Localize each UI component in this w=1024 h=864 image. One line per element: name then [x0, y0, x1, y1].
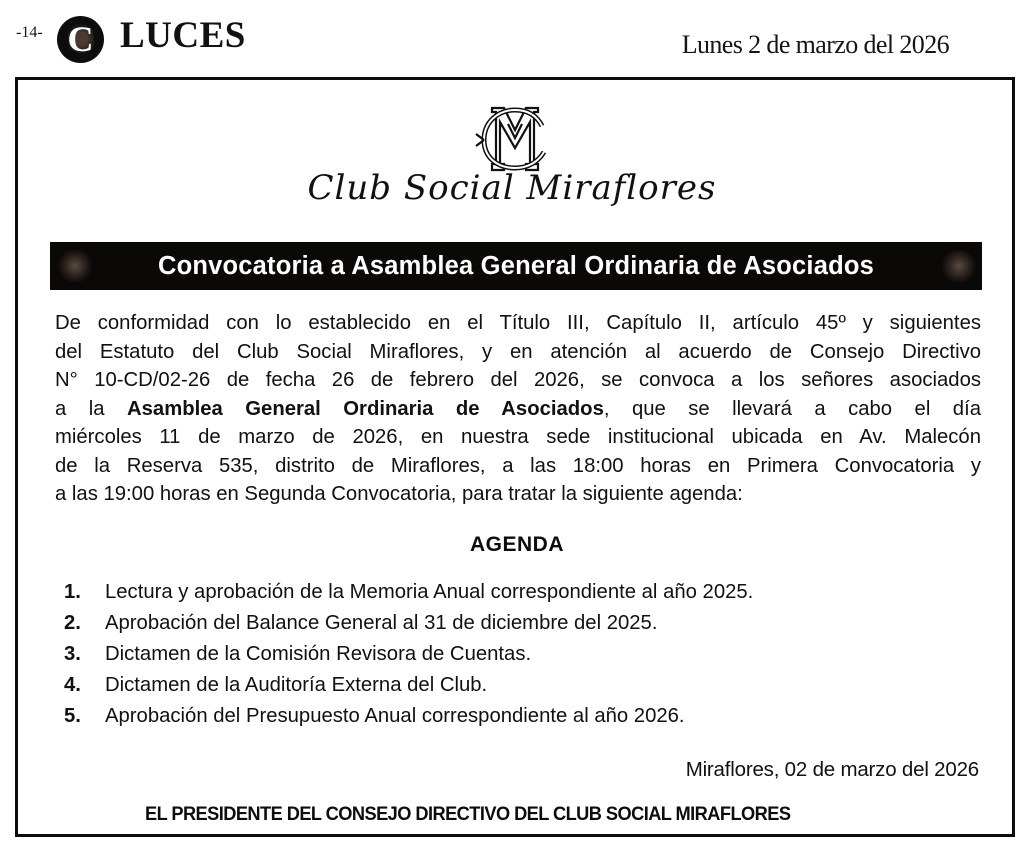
newspaper-logo-icon	[57, 16, 104, 63]
body-text-segment: a la	[55, 397, 127, 420]
page-number: -14-	[16, 24, 43, 41]
agenda-item-text: Aprobación del Balance General al 31 de diciembre del 2025.	[105, 612, 658, 634]
agenda-item	[64, 670, 753, 701]
notice-body	[55, 309, 981, 509]
notice-title-bar	[50, 242, 982, 290]
signer-title: EL PRESIDENTE DEL CONSEJO DIRECTIVO DEL CLUB SOCIAL MIRAFLORES	[145, 803, 791, 825]
agenda-item-number: 5.	[64, 705, 81, 727]
agenda-item-text: Aprobación del Presupuesto Anual correspondiente al año 2026.	[105, 705, 685, 727]
body-line: a las 19:00 horas en Segunda Convocatoria, para tratar la siguiente agenda:	[55, 483, 743, 505]
agenda-item	[64, 639, 753, 670]
body-line: del Estatuto del Club Social Miraflores, y en atención al acuerdo de Consejo Directivo	[55, 340, 981, 363]
body-line	[55, 395, 981, 424]
notice-title: Convocatoria a Asamblea General Ordinaria de Asociados	[157, 251, 875, 280]
agenda-heading: AGENDA	[469, 533, 564, 556]
newspaper-masthead	[0, 0, 1024, 72]
agenda-item-text: Dictamen de la Comisión Revisora de Cuentas.	[105, 643, 532, 665]
newspaper-logo-letter: C	[67, 18, 94, 59]
agenda-item-number: 4.	[64, 674, 81, 696]
agenda-list	[64, 577, 753, 732]
assembly-name-bold: Asamblea General Ordinaria de Asociados	[127, 397, 604, 420]
agenda-item-text: Dictamen de la Auditoría Externa del Club.	[105, 674, 488, 696]
agenda-item	[64, 701, 753, 732]
agenda-item-number: 3.	[64, 643, 81, 665]
place-and-date: Miraflores, 02 de marzo del 2026	[685, 758, 979, 781]
agenda-item-text: Lectura y aprobación de la Memoria Anual correspondiente al año 2025.	[105, 581, 754, 603]
agenda-item	[64, 577, 753, 608]
body-line: N° 10-CD/02-26 de fecha 26 de febrero del 2026, se convoca a los señores asociados	[55, 369, 981, 391]
newspaper-name: LUCES	[120, 15, 246, 56]
club-name-logo: Club Social Miraflores	[307, 168, 717, 208]
body-line: de la Reserva 535, distrito de Miraflores, a las 18:00 horas en Primera Convocatoria y	[55, 454, 981, 477]
issue-date: Lunes 2 de marzo del 2026	[681, 30, 949, 59]
body-text-segment: , que se llevará a cabo el día	[603, 397, 981, 420]
agenda-item-number: 1.	[64, 581, 81, 603]
body-line: miércoles 11 de marzo de 2026, en nuestra sede institucional ubicada en Av. Malecón	[55, 426, 981, 448]
agenda-item-number: 2.	[64, 612, 81, 634]
body-line: De conformidad con lo establecido en el Título III, Capítulo II, artículo 45º y siguientes	[55, 312, 981, 334]
agenda-item	[64, 608, 753, 639]
